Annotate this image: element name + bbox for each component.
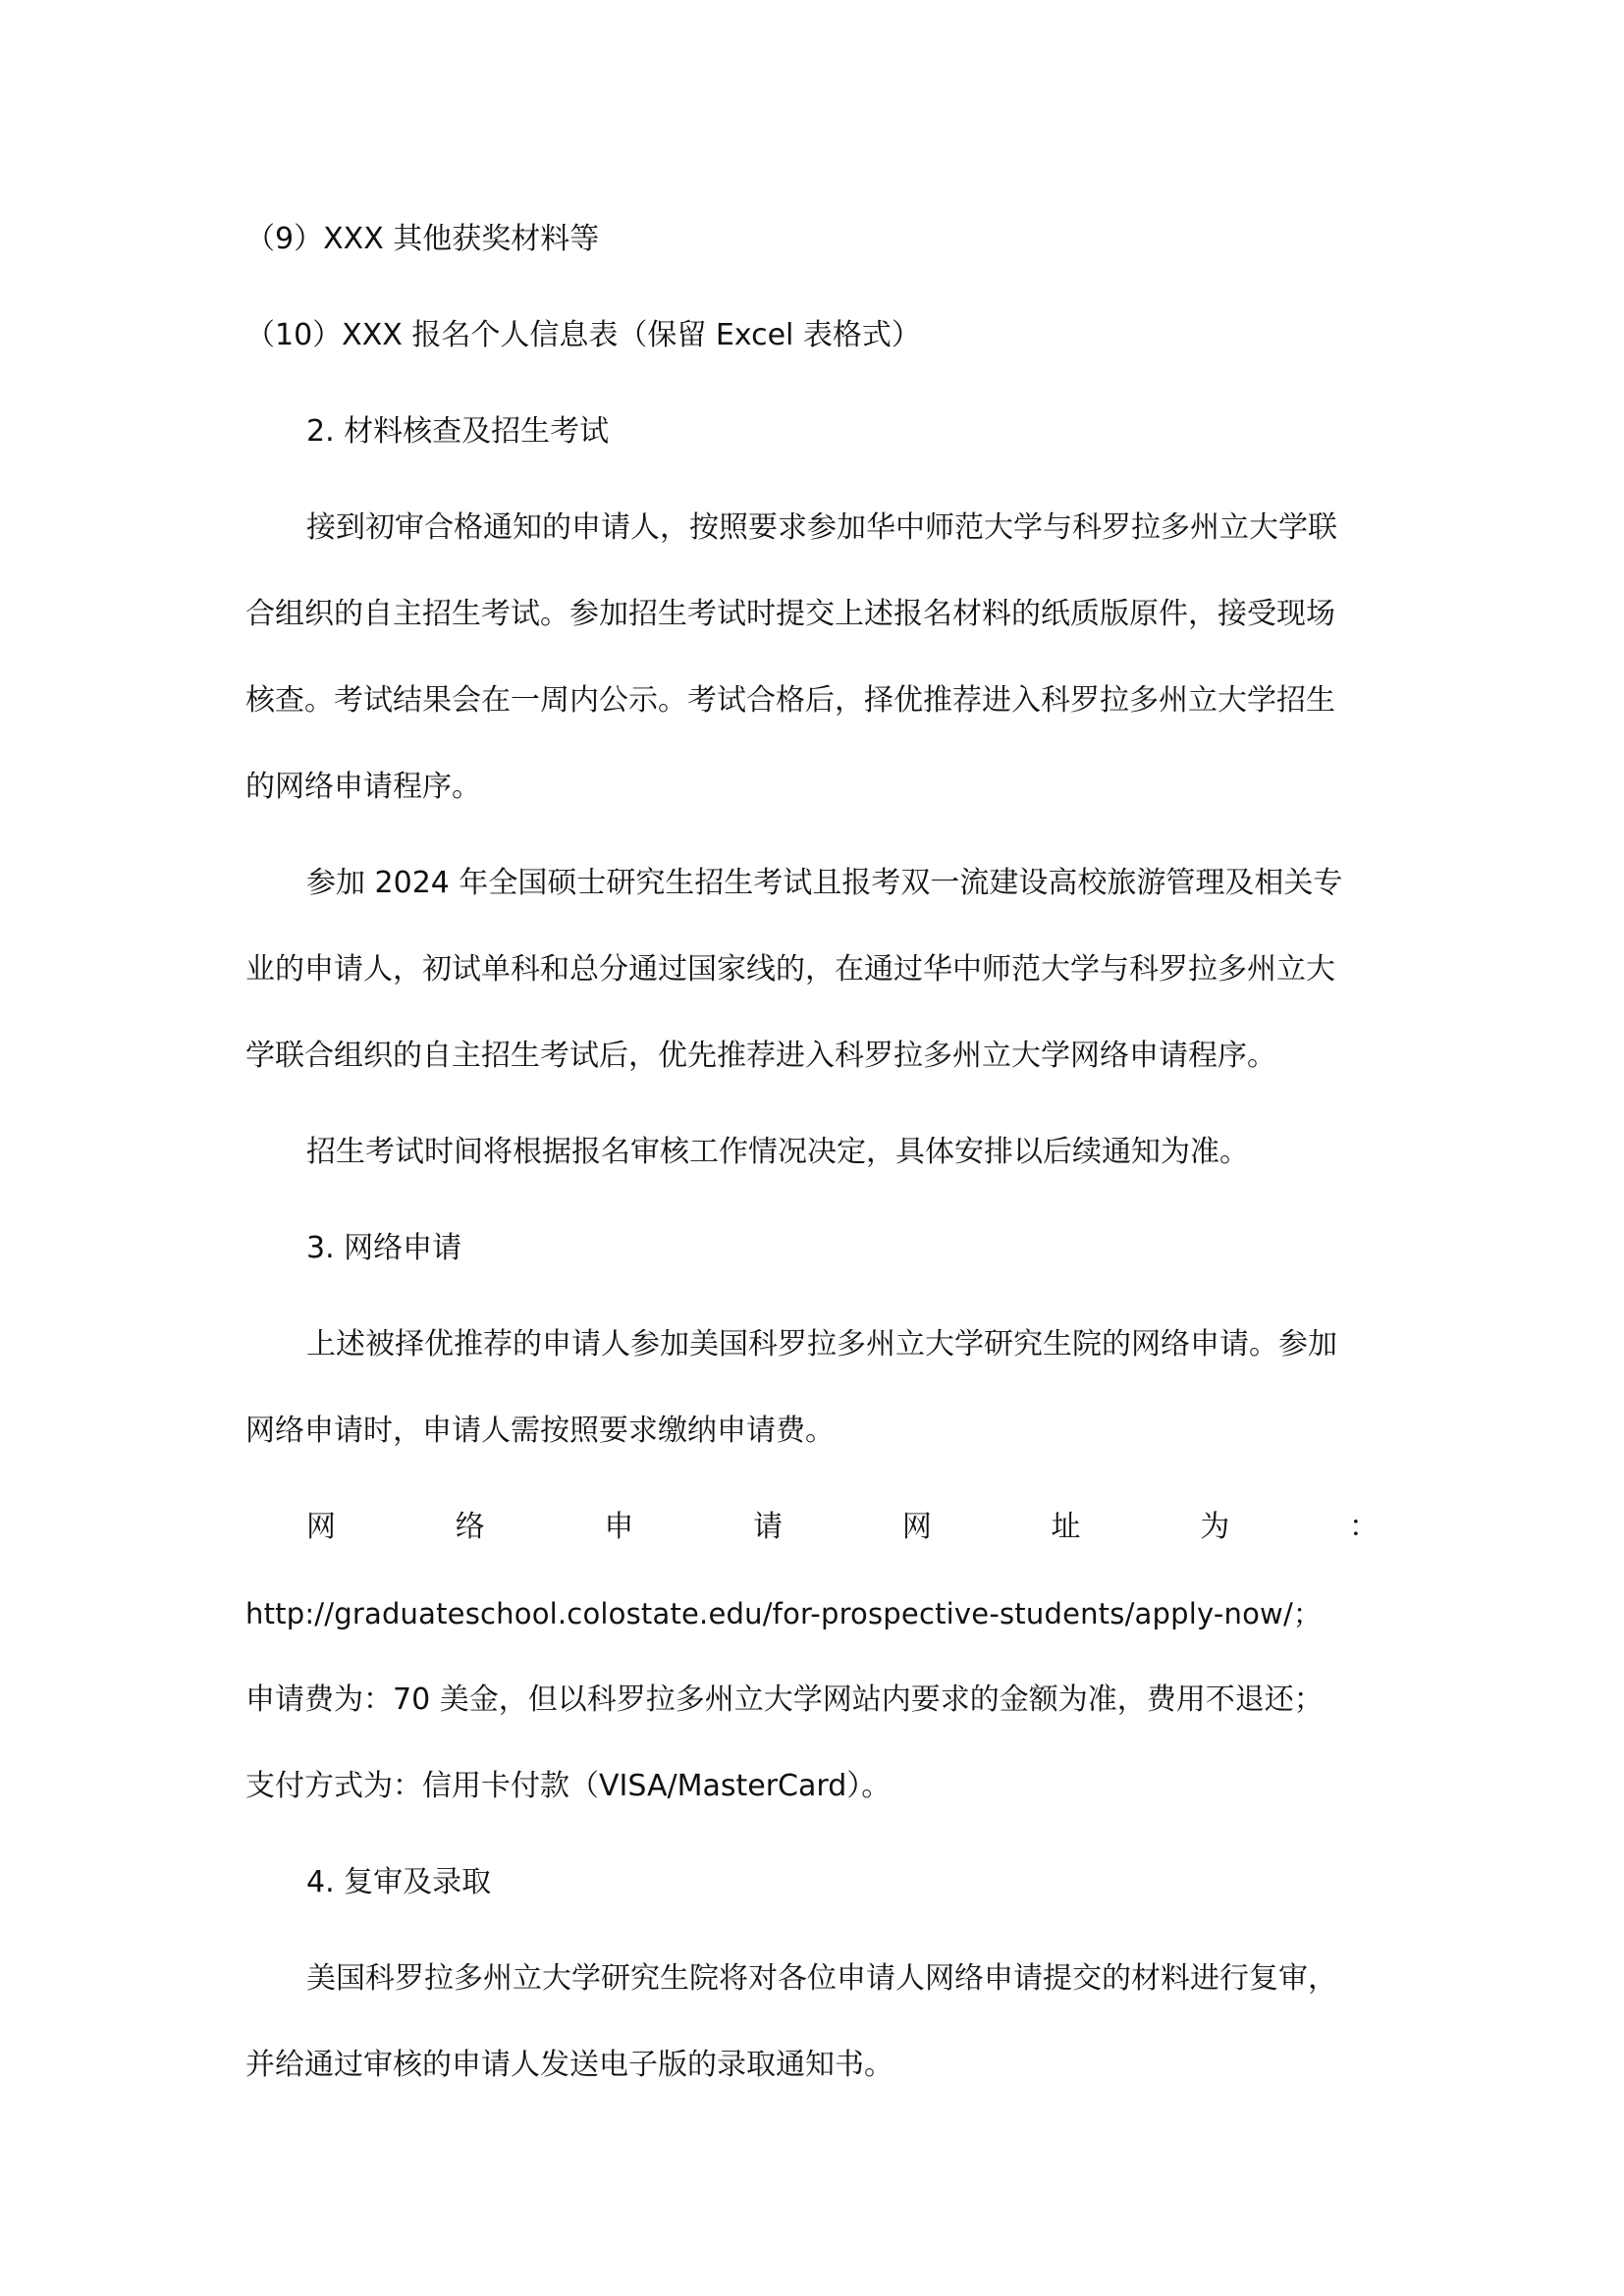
- paragraph-line: 业的申请人，初试单科和总分通过国家线的，在通过华中师范大学与科罗拉多州立大: [245, 952, 1335, 987]
- spread-char: ：: [1348, 1510, 1379, 1544]
- application-url-label: [306, 1506, 1379, 1549]
- paragraph-line: 核查。考试结果会在一周内公示。考试合格后，择优推荐进入科罗拉多州立大学招生: [245, 683, 1335, 718]
- section-heading-2: 2. 材料核查及招生考试: [306, 414, 610, 449]
- paragraph-line: 并给通过审核的申请人发送电子版的录取通知书。: [245, 2048, 893, 2082]
- paragraph-line: 接到初审合格通知的申请人，按照要求参加华中师范大学与科罗拉多州立大学联: [306, 510, 1337, 545]
- spread-char: 网: [306, 1510, 336, 1544]
- paragraph-line: 招生考试时间将根据报名审核工作情况决定，具体安排以后续通知为准。: [306, 1135, 1249, 1169]
- spread-char: 址: [1051, 1510, 1081, 1544]
- paragraph-line: 美国科罗拉多州立大学研究生院将对各位申请人网络申请提交的材料进行复审，: [306, 1961, 1337, 1996]
- section-heading-4: 4. 复审及录取: [306, 1865, 492, 1899]
- paragraph-line: 学联合组织的自主招生考试后，优先推荐进入科罗拉多州立大学网络申请程序。: [245, 1039, 1276, 1073]
- paragraph-line: 合组织的自主招生考试。参加招生考试时提交上述报名材料的纸质版原件，接受现场: [245, 597, 1335, 631]
- spread-char: 为: [1200, 1510, 1230, 1544]
- paragraph-line: 的网络申请程序。: [245, 770, 481, 804]
- spread-char: 申: [604, 1510, 634, 1544]
- paragraph-line: 上述被择优推荐的申请人参加美国科罗拉多州立大学研究生院的网络申请。参加: [306, 1327, 1337, 1362]
- paragraph-line: 参加 2024 年全国硕士研究生招生考试且报考双一流建设高校旅游管理及相关专: [306, 866, 1343, 900]
- application-fee-line: 申请费为：70 美金，但以科罗拉多州立大学网站内要求的金额为准，费用不退还；: [245, 1682, 1324, 1717]
- application-url-link[interactable]: http://graduateschool.colostate.edu/for-prospective-students/apply-now/；: [245, 1597, 1323, 1630]
- spread-char: 络: [455, 1510, 485, 1544]
- payment-method-line: 支付方式为：信用卡付款（VISA/MasterCard）。: [245, 1769, 892, 1803]
- list-item-10: （10）XXX 报名个人信息表（保留 Excel 表格式）: [245, 318, 921, 352]
- spread-char: 网: [901, 1510, 932, 1544]
- paragraph-line: 网络申请时，申请人需按照要求缴纳申请费。: [245, 1414, 835, 1448]
- section-heading-3: 3. 网络申请: [306, 1231, 462, 1265]
- spread-char: 请: [753, 1510, 784, 1544]
- list-item-9: （9）XXX 其他获奖材料等: [245, 222, 600, 256]
